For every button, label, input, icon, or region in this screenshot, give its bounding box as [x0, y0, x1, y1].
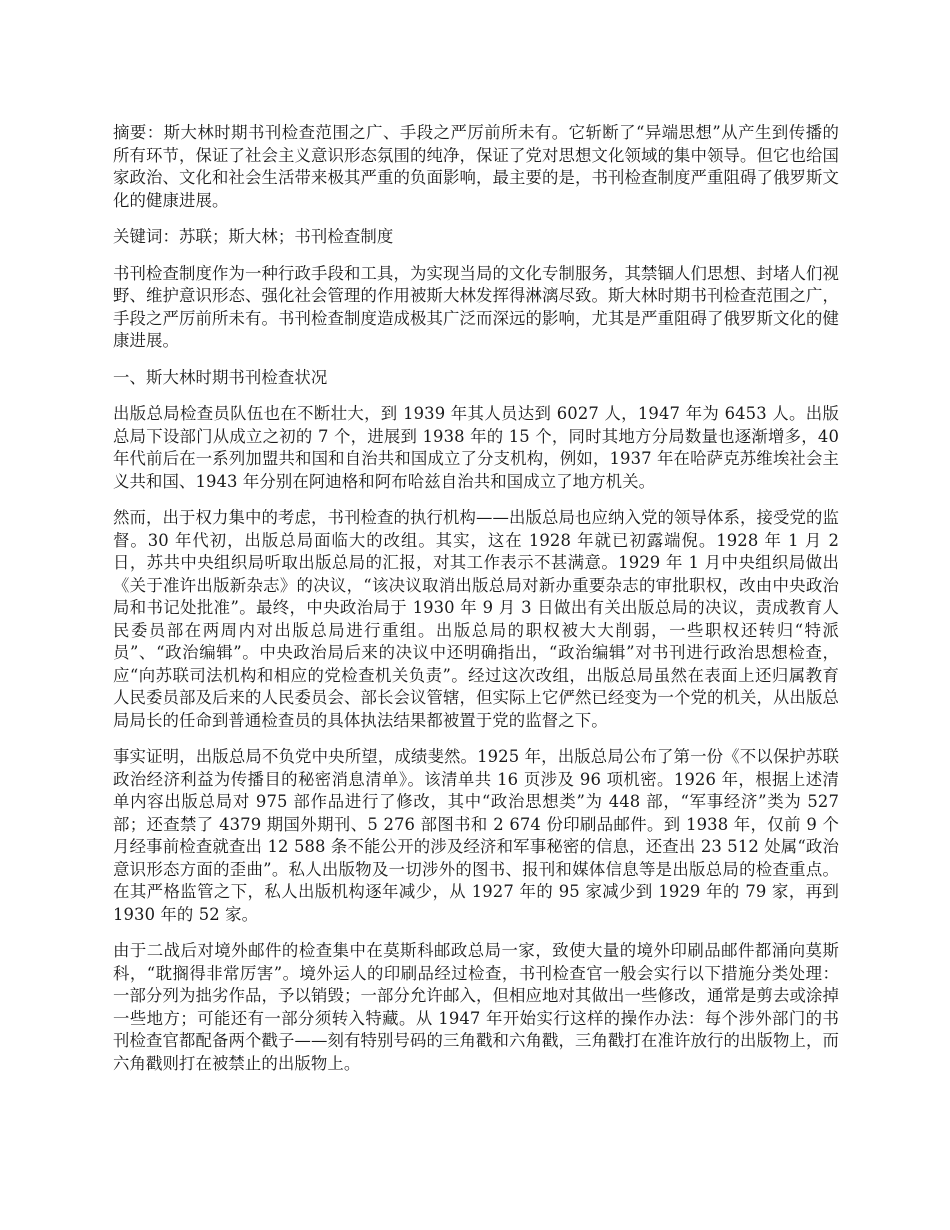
- body-paragraph: 由于二战后对境外邮件的检查集中在莫斯科邮政总局一家，致使大量的境外印刷品邮件都涌向莫斯科，“耽搁得非常厉害”。境外运人的印刷品经过检查，书刊检查官一般会实行以下措施分类处理：一部分列为拙劣作品，予以销毁；一部分允许邮入，但相应地对其做出一些修改，通常是剪去或涂掉一些地方；可能还有一部分须转入特藏。从 1947 年开始实行这样的操作办法：每个涉外部门的书刊检查官都配备两个戳子——刻有特别号码的三角戳和六角戳，三角戳打在准许放行的出版物上，而六角戳则打在被禁止的出版物上。: [113, 941, 839, 1073]
- abstract-paragraph: 摘要：斯大林时期书刊检查范围之广、手段之严厉前所未有。它斩断了“异端思想”从产生到传播的所有环节，保证了社会主义意识形态氛围的纯净，保证了党对思想文化领域的集中领导。但它也给国家政治、文化和社会生活带来极其严重的负面影响，最主要的是，书刊检查制度严重阻碍了俄罗斯文化的健康进展。: [113, 123, 839, 210]
- document-body: [113, 122, 839, 1089]
- keywords-line: 关键词：苏联；斯大林；书刊检查制度: [113, 227, 394, 246]
- section-heading: 一、斯大林时期书刊检查状况: [113, 367, 328, 387]
- intro-paragraph: 书刊检查制度作为一种行政手段和工具，为实现当局的文化专制服务，其禁锢人们思想、封堵人们视野、维护意识形态、强化社会管理的作用被斯大林发挥得淋漓尽致。斯大林时期书刊检查范围之广，手段之严厉前所未有。书刊检查制度造成极其广泛而深远的影响，尤其是严重阻碍了俄罗斯文化的健康进展。: [113, 263, 839, 350]
- body-paragraph: 出版总局检查员队伍也在不断壮大，到 1939 年其人员达到 6027 人，1947 年为 6453 人。出版总局下设部门从成立之初的 7 个，进展到 1938 年的 15 个，同时其地方分局数量也逐渐增多，40 年代前后在一系列加盟共和国和自治共和国成立了分支机构，例如，1937 年在哈萨克苏维埃社会主义共和国、1943 年分别在阿迪格和阿布哈兹自治共和国成立了地方机关。: [113, 404, 839, 491]
- body-paragraph: 事实证明，出版总局不负党中央所望，成绩斐然。1925 年，出版总局公布了第一份《不以保护苏联政治经济利益为传播目的秘密消息清单》。该清单共 16 页涉及 96 项机密。1926 年，根据上述清单内容出版总局对 975 部作品进行了修改，其中“政治思想类”为 448 部，“军事经济”类为 527 部；还查禁了 4379 期国外期刊、5 276 部图书和 2 674 份印刷品邮件。到 1938 年，仅前 9 个月经事前检查就查出 12 588 条不能公开的涉及经济和军事秘密的信息，还查出 23 512 处属“政治意识形态方面的歪曲”。私人出版物及一切涉外的图书、报刊和媒体信息等是出版总局的检查重点。在其严格监管之下，私人出版机构逐年减少，从 1927 年的 95 家减少到 1929 年的 79 家，再到 1930 年的 52 家。: [113, 747, 839, 924]
- body-paragraph: 然而，出于权力集中的考虑，书刊检查的执行机构——出版总局也应纳入党的领导体系，接受党的监督。30 年代初，出版总局面临大的改组。其实，这在 1928 年就已初露端倪。1928 年 1 月 2 日，苏共中央组织局听取出版总局的汇报，对其工作表示不甚满意。1929 年 1 月中央组织局做出《关于准许出版新杂志》的决议，“该决议取消出版总局对新办重要杂志的审批职权，改由中央政治局和书记处批准”。最终，中央政治局于 1930 年 9 月 3 日做出有关出版总局的决议，责成教育人民委员部在两周内对出版总局进行重组。出版总局的职权被大大削弱，一些职权还转归“特派员”、“政治编辑”。中央政治局后来的决议中还明确指出，“政治编辑”对书刊进行政治思想检查，应“向苏联司法机构和相应的党检查机关负责”。经过这次改组，出版总局虽然在表面上还归属教育人民委员部及后来的人民委员会、部长会议管辖，但实际上它俨然已经变为一个党的机关，从出版总局局长的任命到普通检查员的具体执法结果都被置于党的监督之下。: [113, 508, 839, 730]
